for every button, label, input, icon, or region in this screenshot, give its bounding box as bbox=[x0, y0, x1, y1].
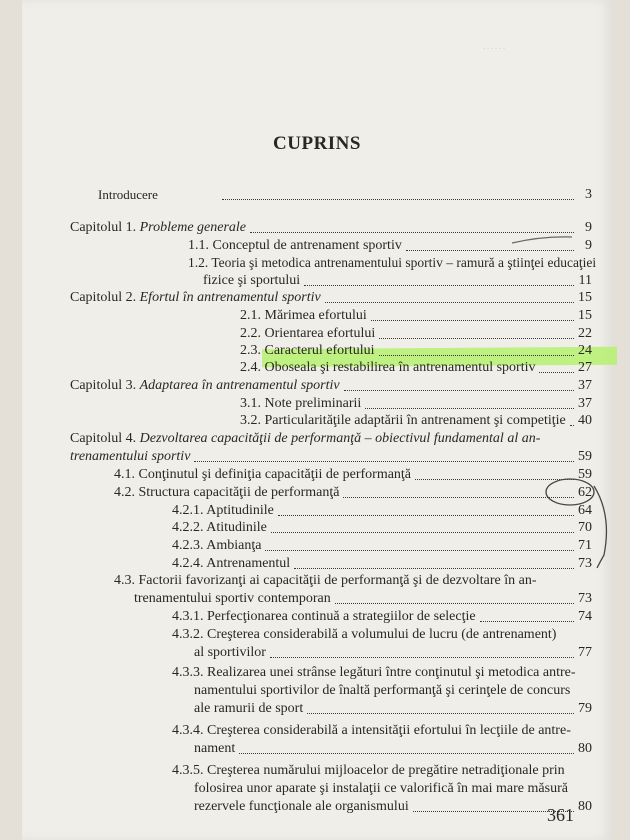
pencil-bracket-mark bbox=[594, 486, 606, 568]
toc-entry-text: 1.1. Conceptul de antrenament sportiv bbox=[188, 238, 402, 253]
toc-entry-text: 4.1. Conţinutul şi definiţia capacităţii de performanţă bbox=[114, 467, 412, 482]
toc-page-number: 3 bbox=[585, 187, 592, 202]
toc-entry-text: 4.2. Structura capacităţii de performanţă bbox=[114, 485, 340, 500]
bleed-through: …… bbox=[482, 38, 506, 52]
toc-entry-text: trenamentului sportiv bbox=[70, 449, 191, 464]
toc-entry-text: 2.1. Mărimea efortului bbox=[240, 308, 367, 323]
pencil-circle-mark bbox=[546, 479, 594, 505]
toc-entry-text: nament bbox=[194, 741, 236, 756]
toc-page-number: 27 bbox=[578, 360, 592, 375]
toc-page-number: 40 bbox=[578, 413, 592, 428]
toc-entry-text: folosirea unor aparate şi instalaţii ce valorifică în mai mare măsură bbox=[194, 781, 568, 796]
toc-entry-text: 2.2. Orientarea efortului bbox=[240, 326, 376, 341]
toc-entry-text: 2.4. Oboseala şi restabilirea în antrenamentul sportiv bbox=[240, 360, 536, 375]
toc-entry-text: Capitolul 4. Dezvoltarea capacităţii de performanţă – obiectivul fundamental al an- bbox=[70, 431, 541, 446]
toc-entry-text: Capitolul 3. Adaptarea în antrenamentul sportiv bbox=[70, 378, 340, 393]
toc-page-number: 71 bbox=[578, 538, 592, 553]
toc-entry-text: fizice şi sportului bbox=[203, 273, 301, 288]
toc-page-number: 22 bbox=[578, 326, 592, 341]
toc-entry-text: 1.2. Teoria şi metodica antrenamentului sportiv – ramură a ştiinţei educaţiei bbox=[188, 255, 597, 270]
toc-entry-text: 4.3.5. Creşterea numărului mijloacelor de pregătire netradiţionale prin bbox=[172, 763, 565, 778]
toc-page-number: 79 bbox=[578, 701, 592, 716]
toc-page-number: 64 bbox=[578, 503, 592, 518]
toc-entry-text: 4.3.2. Creşterea considerabilă a volumului de lucru (de antrenament) bbox=[172, 627, 557, 642]
toc-page-number: 37 bbox=[578, 378, 592, 393]
toc-page-number: 74 bbox=[578, 609, 592, 624]
toc-entry-text: 2.3. Caracterul efortului bbox=[240, 343, 375, 358]
page-number: 361 bbox=[547, 805, 574, 825]
toc-page-number: 24 bbox=[578, 343, 592, 358]
toc-entry-text: al sportivilor bbox=[194, 645, 266, 660]
toc-page-number: 80 bbox=[578, 741, 592, 756]
toc-entry-text: Introducere bbox=[98, 187, 158, 202]
toc-page-number: 37 bbox=[578, 396, 592, 411]
toc-entry-text: 4.3.4. Creşterea considerabilă a intensităţii efortului în lecţiile de antre- bbox=[172, 723, 571, 738]
toc-page-number: 15 bbox=[578, 308, 592, 323]
toc-page-number: 9 bbox=[585, 238, 592, 253]
toc-entry-text: 4.2.3. Ambianţa bbox=[172, 538, 262, 553]
toc-entry-text: namentului sportivilor de înaltă performanţă şi cerinţele de concurs bbox=[194, 683, 571, 698]
toc-entry-text: rezervele funcţionale ale organismului bbox=[194, 799, 409, 814]
toc-page-number: 73 bbox=[578, 591, 592, 606]
toc-page-number: 77 bbox=[578, 645, 592, 660]
toc-entry-text: trenamentului sportiv contemporan bbox=[134, 591, 331, 606]
pencil-underline-mark bbox=[512, 237, 572, 243]
toc-page-number: 80 bbox=[578, 799, 592, 814]
toc-entry-text: 4.2.4. Antrenamentul bbox=[172, 556, 291, 571]
toc-entry-text: Capitolul 1. Probleme generale bbox=[70, 220, 247, 235]
toc-entry-text: 3.1. Note preliminarii bbox=[240, 396, 362, 411]
toc-page-number: 59 bbox=[578, 449, 592, 464]
toc-entry-text: 4.2.1. Aptitudinile bbox=[172, 503, 274, 518]
toc-entry-text: Capitolul 2. Efortul în antrenamentul sportiv bbox=[70, 290, 321, 305]
toc-entry-text: 4.2.2. Atitudinile bbox=[172, 520, 267, 535]
toc-page-number: 59 bbox=[578, 467, 592, 482]
page-title: CUPRINS bbox=[273, 133, 361, 154]
toc-page-number: 70 bbox=[578, 520, 592, 535]
toc-entry-text: ale ramurii de sport bbox=[194, 701, 304, 716]
toc-entry-text: 4.3. Factorii favorizanţi ai capacităţii de performanţă şi de dezvoltare în an- bbox=[114, 573, 537, 588]
toc-page-number: 62 bbox=[578, 485, 592, 500]
toc-page-number: 15 bbox=[578, 290, 592, 305]
toc-page-number: 9 bbox=[585, 220, 592, 235]
pencil-annotations bbox=[22, 0, 612, 840]
book-page bbox=[22, 0, 612, 840]
toc-entry-text: 4.3.1. Perfecţionarea continuă a strategiilor de selecţie bbox=[172, 609, 476, 624]
toc-entry-text: 4.3.3. Realizarea unei strânse legături între conţinutul şi metodica antre- bbox=[172, 665, 576, 680]
toc-entry-text: 3.2. Particularităţile adaptării în antrenament şi competiţie bbox=[240, 413, 566, 428]
toc-page-number: 73 bbox=[578, 556, 592, 571]
toc-page-number: 11 bbox=[578, 273, 592, 288]
